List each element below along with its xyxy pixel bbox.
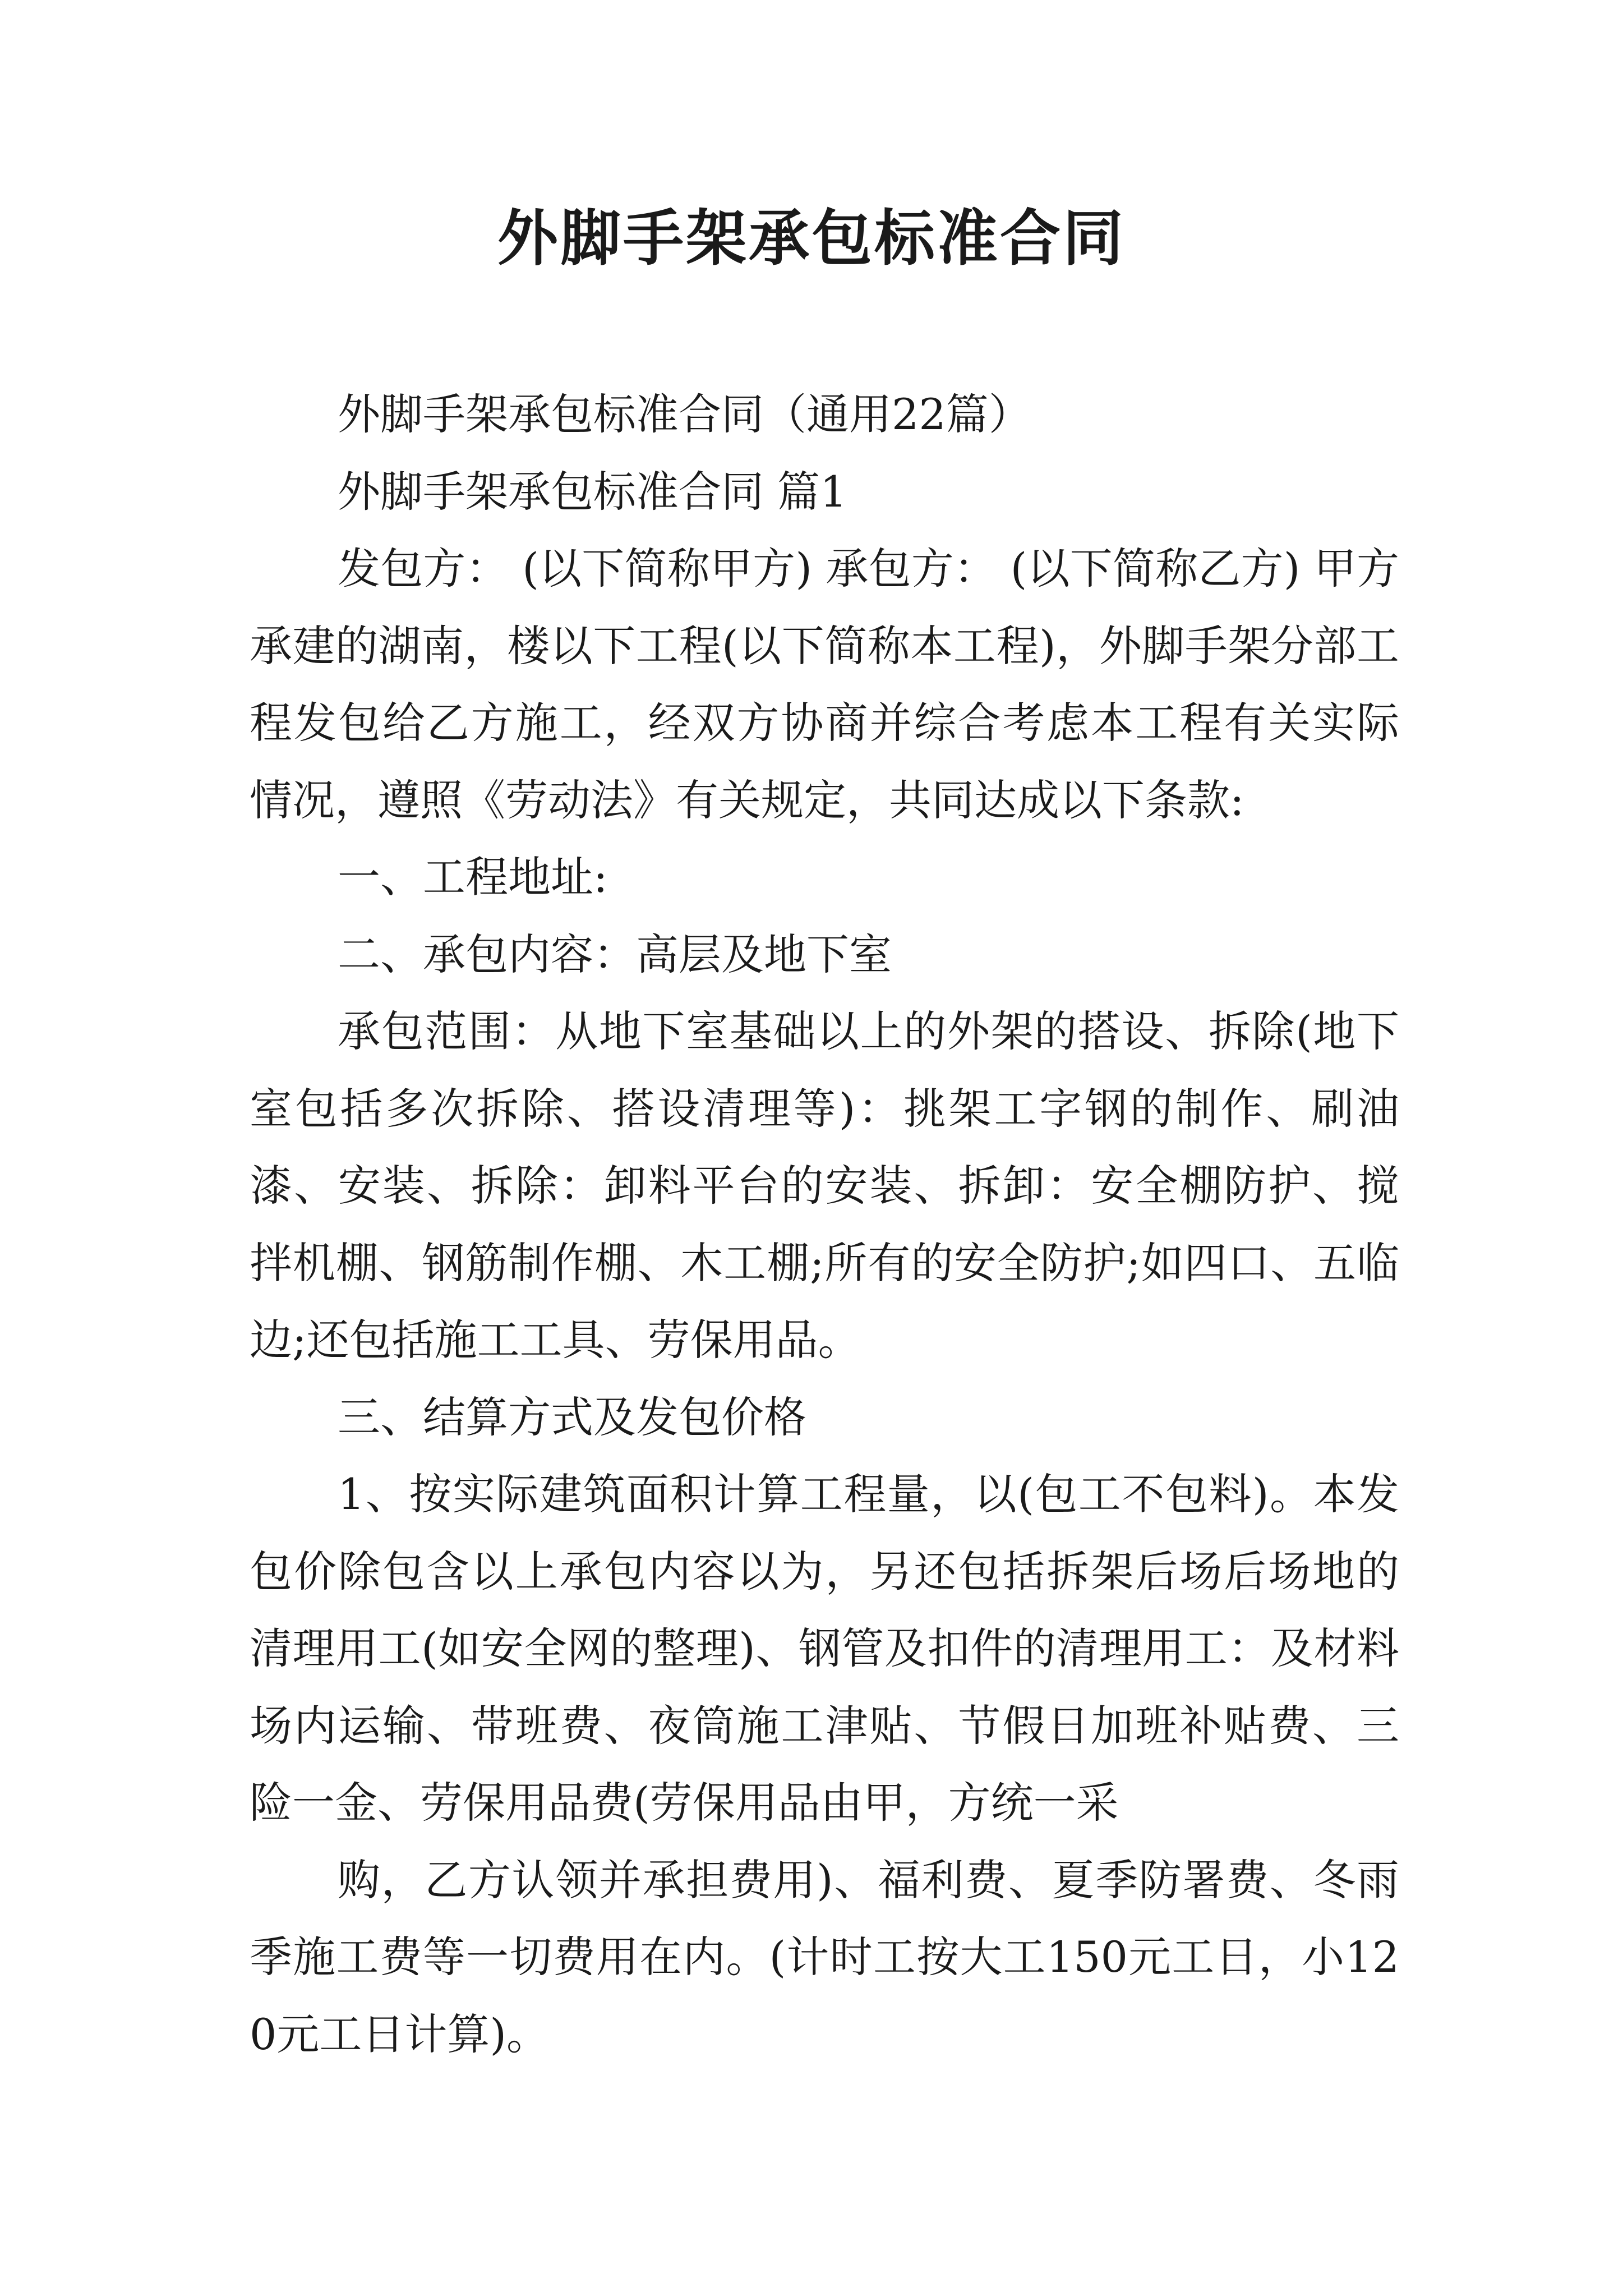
paragraph-section-heading: 外脚手架承包标准合同 篇1 <box>338 466 847 517</box>
paragraph-parties: 发包方： (以下简称甲方) 承包方： (以下简称乙方) 甲方承建的湖南，楼以下工程(以下简称本工程)，外脚手架分部工程发包给乙方施工，经双方协商并综合考虑本工程有关实际情况，遵照《劳动法》有关规定，共同达成以下条款: <box>250 544 1399 825</box>
paragraph-clause-settlement: 三、结算方式及发包价格 <box>338 1392 806 1442</box>
paragraph-clause-content: 二、承包内容：高层及地下室 <box>338 929 892 979</box>
paragraph-clause-address: 一、工程地址: <box>338 852 608 902</box>
document-body <box>250 376 1399 2073</box>
paragraph-scope: 承包范围：从地下室基础以上的外架的搭设、拆除(地下室包括多次拆除、搭设清理等)：挑架工字钢的制作、刷油漆、安装、拆除：卸料平台的安装、拆卸：安全棚防护、搅拌机棚、钢筋制作棚、木工棚;所有的安全防护;如四口、五临边;还包括施工工具、劳保用品。 <box>250 1006 1399 1365</box>
paragraph-settlement-detail: 1、按实际建筑面积计算工程量，以(包工不包料)。本发包价除包含以上承包内容以为，另还包括拆架后场后场地的清理用工(如安全网的整理)、钢管及扣件的清理用工：及材料场内运输、带班费、夜筒施工津贴、节假日加班补贴费、三险一金、劳保用品费(劳保用品由甲，方统一采 <box>250 1469 1399 1828</box>
paragraph-settlement-continued: 购，乙方认领并承担费用)、福利费、夏季防署费、冬雨季施工费等一切费用在内。(计时工按大工150元工日，小120元工日计算)。 <box>250 1855 1399 2059</box>
document-title: 外脚手架承包标准合同 <box>497 203 1126 274</box>
paragraph-subtitle: 外脚手架承包标准合同（通用22篇） <box>338 389 1031 439</box>
